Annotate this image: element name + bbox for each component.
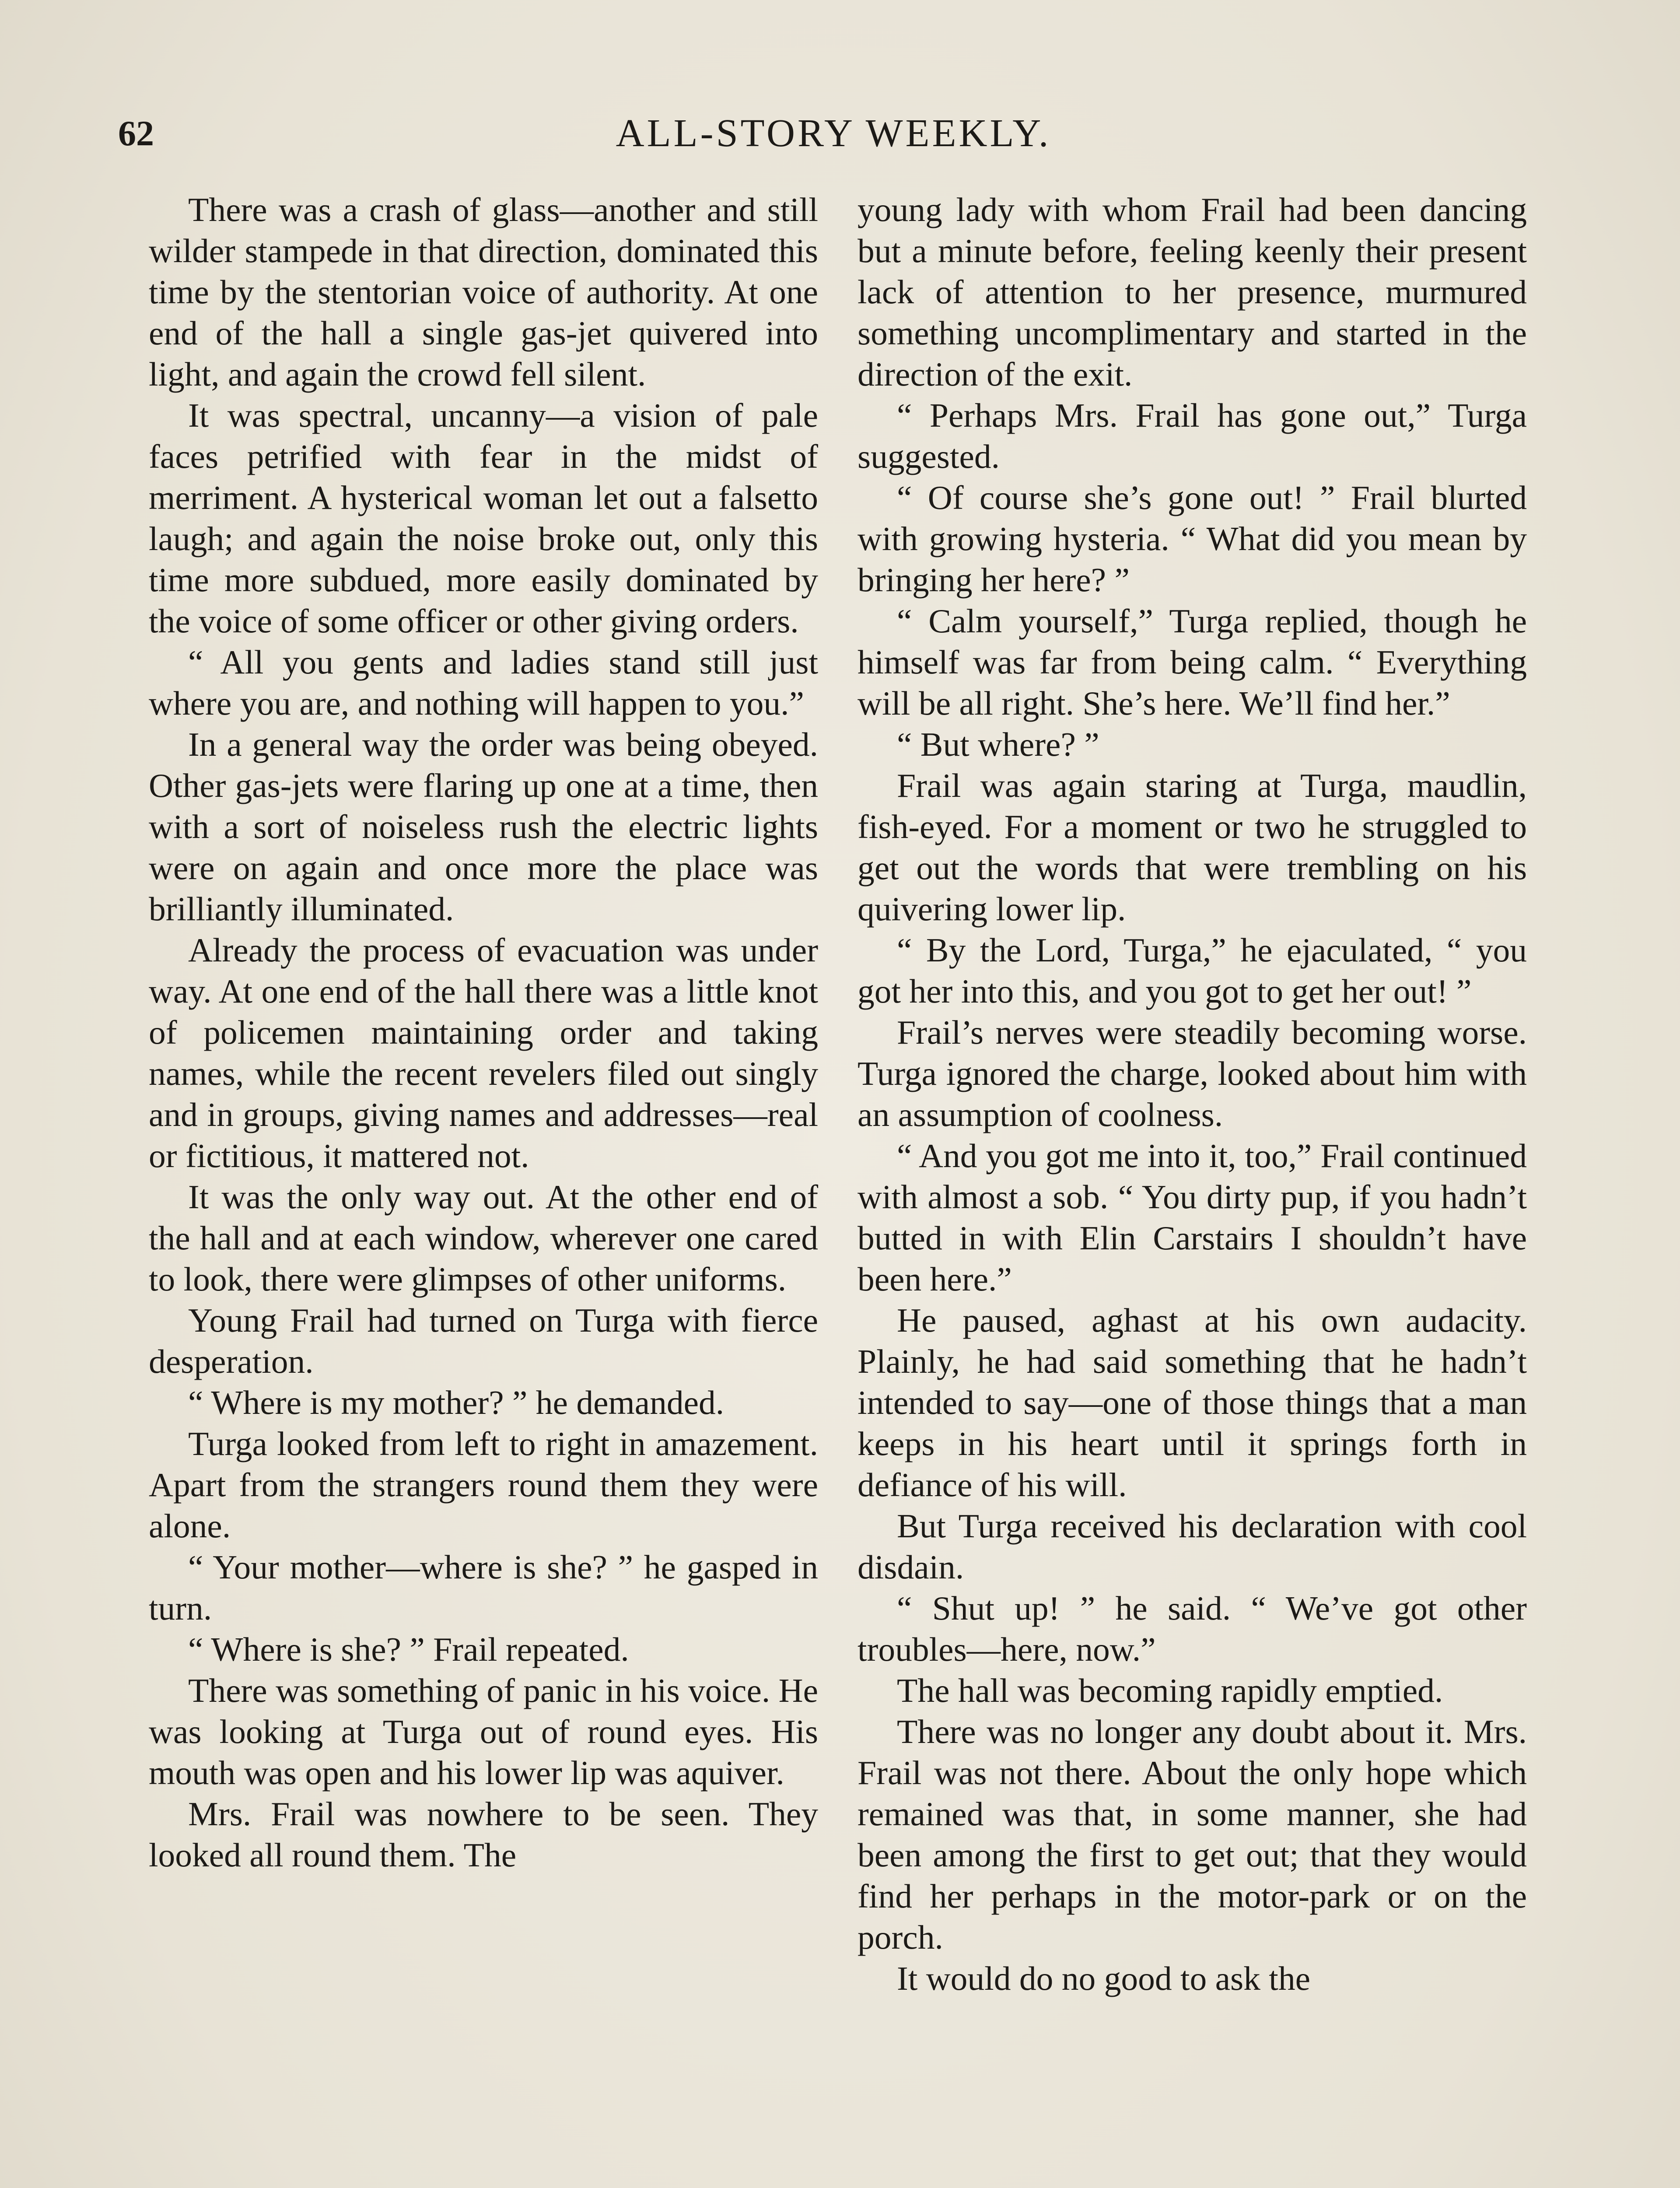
left-text-column (149, 189, 818, 1876)
paragraph: Mrs. Frail was nowhere to be seen. They looked all round them. The (149, 1795, 818, 1874)
paragraph: There was something of panic in his voice. He was looking at Turga out of round eyes. His mouth was open and his lower lip was aquiver. (149, 1672, 818, 1792)
paragraph: “ But where? ” (897, 726, 1099, 763)
paragraph: “ Your mother—where is she? ” he gasped in turn. (149, 1548, 818, 1627)
paragraph: “ All you gents and ladies stand still just where you are, and nothing will happen to you.” (149, 643, 818, 722)
paragraph: “ Calm yourself,” Turga replied, though he himself was far from being calm. “ Everything will be all right. She’s here. We’ll find her.” (858, 602, 1527, 722)
paragraph: In a general way the order was being obeyed. Other gas-jets were flaring up one at a time, then with a sort of noiseless rush the electric lights were on again and once more the place was brilliantly illuminated. (149, 726, 818, 928)
page-header (118, 109, 1549, 158)
paragraph: “ By the Lord, Turga,” he ejaculated, “ you got her into this, and you got to get her out! ” (858, 931, 1527, 1010)
paragraph: “ Where is my mother? ” he demanded. (188, 1384, 724, 1421)
running-head: ALL-STORY WEEKLY. (616, 112, 1051, 155)
right-text-column (858, 189, 1527, 1999)
paragraph: “ Of course she’s gone out! ” Frail blurted with growing hysteria. “ What did you mean by bringing her here? ” (858, 479, 1527, 599)
paragraph: But Turga received his declaration with cool disdain. (858, 1507, 1527, 1586)
page-number: 62 (118, 113, 154, 153)
paragraph: “ And you got me into it, too,” Frail continued with almost a sob. “ You dirty pup, if you hadn’t butted in with Elin Carstairs I shouldn’t have been here.” (858, 1137, 1527, 1298)
paragraph: It would do no good to ask the (897, 1960, 1310, 1997)
paragraph: “ Perhaps Mrs. Frail has gone out,” Turga suggested. (858, 396, 1527, 475)
paragraph: It was the only way out. At the other end of the hall and at each window, wherever one cared to look, there were glimpses of other uniforms. (149, 1178, 818, 1298)
paragraph: He paused, aghast at his own audacity. Plainly, he had said something that he hadn’t intended to say—one of those things that a man keeps in his heart until it springs forth in defiance of his will. (858, 1301, 1527, 1504)
paragraph: The hall was becoming rapidly emptied. (897, 1672, 1443, 1709)
paragraph: There was no longer any doubt about it. Mrs. Frail was not there. About the only hope which remained was that, in some manner, she had been among the first to get out; that they would find her perhaps in the motor-park or on the porch. (858, 1713, 1527, 1956)
paragraph: Frail’s nerves were steadily becoming worse. Turga ignored the charge, looked about him with an assumption of coolness. (858, 1013, 1527, 1133)
paragraph: Frail was again staring at Turga, maudlin, fish-eyed. For a moment or two he struggled to get out the words that were trembling on his quivering lower lip. (858, 767, 1527, 928)
paragraph: Already the process of evacuation was under way. At one end of the hall there was a little knot of policemen maintaining order and taking names, while the recent revelers filed out singly and in groups, giving names and addresses—real or fictitious, it mattered not. (149, 931, 818, 1175)
paragraph: “ Where is she? ” Frail repeated. (188, 1630, 629, 1668)
paragraph: Turga looked from left to right in amazement. Apart from the strangers round them they were alone. (149, 1425, 818, 1545)
paragraph: It was spectral, uncanny—a vision of pale faces petrified with fear in the midst of merriment. A hysterical woman let out a falsetto laugh; and again the noise broke out, only this time more subdued, more easily dominated by the voice of some officer or other giving orders. (149, 396, 818, 640)
paragraph: There was a crash of glass—another and still wilder stampede in that direction, dominated this time by the stentorian voice of authority. At one end of the hall a single gas-jet quivered into light, and again the crowd fell silent. (149, 191, 818, 393)
paragraph: Young Frail had turned on Turga with fierce desperation. (149, 1301, 818, 1380)
paragraph: young lady with whom Frail had been dancing but a minute before, feeling keenly their present lack of attention to her presence, murmured something uncomplimentary and started in the direction of the exit. (858, 191, 1527, 393)
paragraph: “ Shut up! ” he said. “ We’ve got other troubles—here, now.” (858, 1589, 1527, 1668)
